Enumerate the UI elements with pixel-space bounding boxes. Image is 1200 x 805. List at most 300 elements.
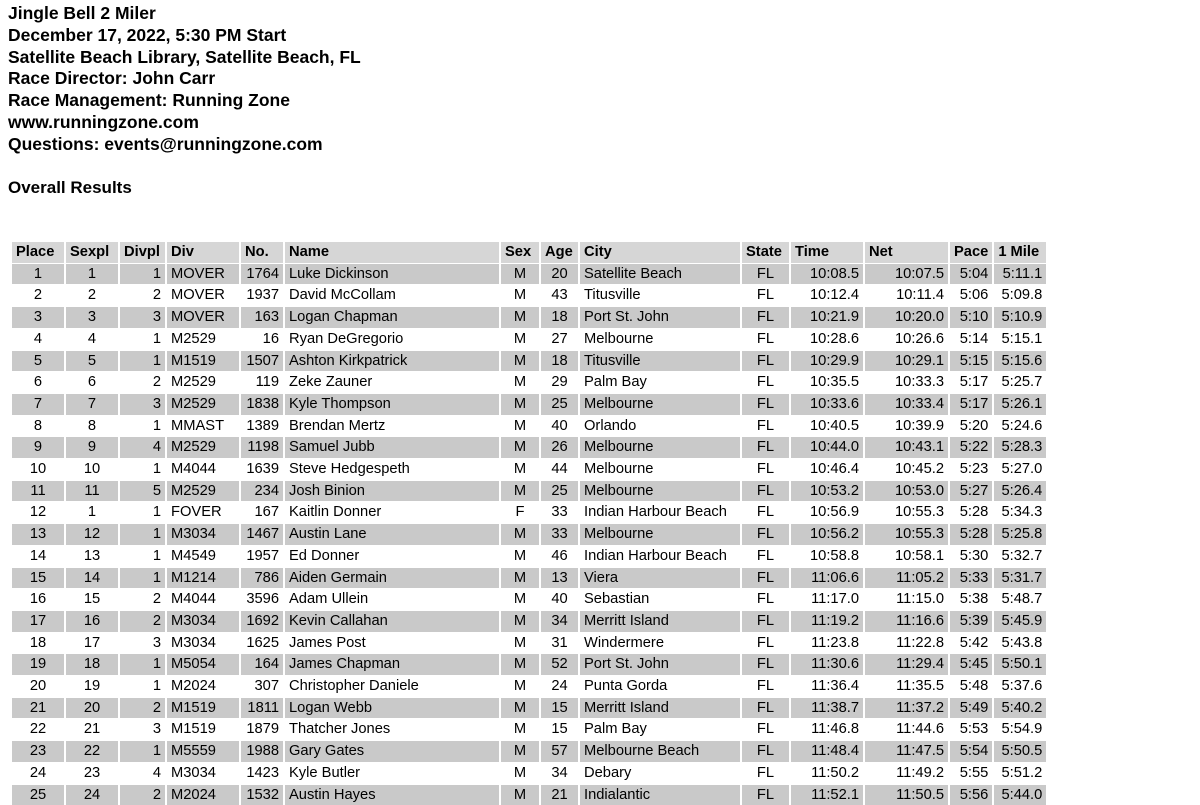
table-row [12,351,1046,372]
cell-place: 22 [12,719,64,740]
col-header-div: Div [167,242,239,263]
cell-time: 11:38.7 [791,698,863,719]
cell-place: 2 [12,285,64,306]
cell-time: 10:33.6 [791,394,863,415]
cell-age: 34 [541,763,578,784]
cell-div: M3034 [167,633,239,654]
cell-time: 10:29.9 [791,351,863,372]
cell-number: 164 [241,654,283,675]
cell-age: 33 [541,502,578,523]
cell-place: 15 [12,568,64,589]
cell-divpl: 5 [120,481,165,502]
cell-city: Merritt Island [580,611,740,632]
table-row [12,633,1046,654]
cell-sex: M [501,481,539,502]
cell-city: Orlando [580,416,740,437]
cell-divpl: 3 [120,719,165,740]
col-header-sexpl: Sexpl [66,242,118,263]
cell-div: M3034 [167,524,239,545]
cell-pace: 5:28 [950,524,992,545]
cell-state: FL [742,785,789,805]
cell-div: M3034 [167,763,239,784]
cell-1-mile: 5:31.7 [994,568,1046,589]
cell-div: M2024 [167,785,239,805]
cell-place: 3 [12,307,64,328]
cell-div: FOVER [167,502,239,523]
cell-net: 10:07.5 [865,264,948,285]
cell-pace: 5:54 [950,741,992,762]
cell-time: 10:58.8 [791,546,863,567]
race-title: Jingle Bell 2 Miler [8,3,156,23]
cell-pace: 5:23 [950,459,992,480]
cell-divpl: 1 [120,459,165,480]
cell-age: 26 [541,437,578,458]
cell-time: 10:21.9 [791,307,863,328]
table-row [12,394,1046,415]
cell-age: 29 [541,372,578,393]
cell-divpl: 3 [120,307,165,328]
cell-number: 1389 [241,416,283,437]
cell-age: 46 [541,546,578,567]
col-header-city: City [580,242,740,263]
cell-sex: M [501,264,539,285]
cell-name: James Post [285,633,499,654]
cell-net: 10:20.0 [865,307,948,328]
col-header-sex: Sex [501,242,539,263]
cell-divpl: 1 [120,264,165,285]
cell-div: M2024 [167,676,239,697]
cell-divpl: 2 [120,785,165,805]
cell-sex: M [501,568,539,589]
cell-city: Indian Harbour Beach [580,546,740,567]
cell-1-mile: 5:44.0 [994,785,1046,805]
cell-div: M3034 [167,611,239,632]
cell-1-mile: 5:28.3 [994,437,1046,458]
cell-age: 25 [541,394,578,415]
cell-city: Indian Harbour Beach [580,502,740,523]
cell-city: Melbourne [580,459,740,480]
cell-number: 1532 [241,785,283,805]
cell-name: Christopher Daniele [285,676,499,697]
cell-pace: 5:17 [950,394,992,415]
cell-city: Port St. John [580,654,740,675]
cell-state: FL [742,719,789,740]
cell-sexpl: 6 [66,372,118,393]
cell-time: 11:46.8 [791,719,863,740]
cell-div: M1519 [167,351,239,372]
cell-state: FL [742,546,789,567]
cell-time: 10:35.5 [791,372,863,393]
cell-div: M2529 [167,437,239,458]
cell-sexpl: 7 [66,394,118,415]
cell-pace: 5:27 [950,481,992,502]
col-header-net: Net [865,242,948,263]
cell-pace: 5:45 [950,654,992,675]
cell-divpl: 1 [120,568,165,589]
cell-sex: M [501,633,539,654]
cell-state: FL [742,437,789,458]
cell-div: MOVER [167,264,239,285]
cell-number: 786 [241,568,283,589]
cell-age: 27 [541,329,578,350]
cell-sex: M [501,741,539,762]
cell-place: 19 [12,654,64,675]
cell-sexpl: 23 [66,763,118,784]
cell-name: Steve Hedgespeth [285,459,499,480]
cell-div: M2529 [167,394,239,415]
table-row [12,589,1046,610]
table-row [12,264,1046,285]
cell-sex: M [501,416,539,437]
cell-divpl: 2 [120,285,165,306]
cell-net: 10:55.3 [865,502,948,523]
cell-sexpl: 2 [66,285,118,306]
cell-net: 10:26.6 [865,329,948,350]
cell-1-mile: 5:26.4 [994,481,1046,502]
cell-name: Ashton Kirkpatrick [285,351,499,372]
cell-state: FL [742,676,789,697]
cell-state: FL [742,654,789,675]
cell-time: 10:56.2 [791,524,863,545]
cell-city: Satellite Beach [580,264,740,285]
cell-city: Punta Gorda [580,676,740,697]
table-header-row [12,242,1046,263]
col-header-place: Place [12,242,64,263]
cell-sex: M [501,546,539,567]
cell-net: 11:29.4 [865,654,948,675]
cell-sexpl: 19 [66,676,118,697]
cell-place: 14 [12,546,64,567]
cell-sex: M [501,285,539,306]
cell-place: 8 [12,416,64,437]
cell-place: 16 [12,589,64,610]
cell-city: Palm Bay [580,372,740,393]
cell-sex: M [501,394,539,415]
cell-state: FL [742,481,789,502]
cell-number: 1811 [241,698,283,719]
cell-name: Adam Ullein [285,589,499,610]
cell-divpl: 2 [120,698,165,719]
cell-city: Melbourne [580,329,740,350]
cell-time: 10:56.9 [791,502,863,523]
cell-1-mile: 5:26.1 [994,394,1046,415]
cell-state: FL [742,611,789,632]
cell-1-mile: 5:25.7 [994,372,1046,393]
cell-number: 1764 [241,264,283,285]
cell-time: 10:12.4 [791,285,863,306]
cell-sex: M [501,307,539,328]
cell-name: Josh Binion [285,481,499,502]
table-row [12,785,1046,805]
cell-1-mile: 5:45.9 [994,611,1046,632]
cell-place: 7 [12,394,64,415]
cell-number: 16 [241,329,283,350]
cell-number: 234 [241,481,283,502]
cell-pace: 5:15 [950,351,992,372]
race-date: December 17, 2022, 5:30 PM Start [8,24,287,45]
cell-pace: 5:49 [950,698,992,719]
cell-pace: 5:10 [950,307,992,328]
cell-div: MMAST [167,416,239,437]
race-management: Race Management: Running Zone [8,90,290,111]
cell-time: 10:53.2 [791,481,863,502]
cell-number: 1879 [241,719,283,740]
table-row [12,763,1046,784]
cell-pace: 5:42 [950,633,992,654]
cell-state: FL [742,351,789,372]
cell-state: FL [742,372,789,393]
cell-sex: M [501,611,539,632]
cell-net: 10:45.2 [865,459,948,480]
cell-time: 11:50.2 [791,763,863,784]
cell-name: Austin Lane [285,524,499,545]
cell-city: Melbourne Beach [580,741,740,762]
cell-place: 9 [12,437,64,458]
cell-age: 21 [541,785,578,805]
cell-sexpl: 13 [66,546,118,567]
cell-state: FL [742,285,789,306]
cell-number: 163 [241,307,283,328]
cell-divpl: 1 [120,676,165,697]
table-row [12,285,1046,306]
cell-age: 34 [541,611,578,632]
cell-div: M5054 [167,654,239,675]
cell-1-mile: 5:15.6 [994,351,1046,372]
cell-pace: 5:17 [950,372,992,393]
cell-sexpl: 9 [66,437,118,458]
cell-1-mile: 5:50.5 [994,741,1046,762]
cell-divpl: 2 [120,589,165,610]
cell-sexpl: 1 [66,264,118,285]
cell-div: MOVER [167,285,239,306]
cell-divpl: 1 [120,416,165,437]
cell-divpl: 3 [120,394,165,415]
cell-city: Titusville [580,351,740,372]
cell-pace: 5:30 [950,546,992,567]
cell-net: 11:22.8 [865,633,948,654]
cell-time: 11:19.2 [791,611,863,632]
cell-number: 1639 [241,459,283,480]
cell-age: 15 [541,719,578,740]
cell-div: M2529 [167,329,239,350]
cell-place: 5 [12,351,64,372]
cell-city: Indialantic [580,785,740,805]
cell-net: 11:44.6 [865,719,948,740]
cell-age: 24 [541,676,578,697]
cell-state: FL [742,763,789,784]
cell-state: FL [742,633,789,654]
cell-number: 1467 [241,524,283,545]
cell-sex: M [501,329,539,350]
cell-time: 10:08.5 [791,264,863,285]
cell-sex: F [501,502,539,523]
cell-number: 1937 [241,285,283,306]
cell-sex: M [501,372,539,393]
cell-city: Melbourne [580,481,740,502]
cell-net: 11:15.0 [865,589,948,610]
cell-state: FL [742,394,789,415]
cell-div: M2529 [167,481,239,502]
cell-state: FL [742,264,789,285]
cell-state: FL [742,502,789,523]
cell-div: M1519 [167,698,239,719]
cell-pace: 5:53 [950,719,992,740]
cell-number: 1423 [241,763,283,784]
cell-sex: M [501,763,539,784]
cell-net: 11:49.2 [865,763,948,784]
cell-state: FL [742,307,789,328]
cell-1-mile: 5:54.9 [994,719,1046,740]
cell-net: 11:05.2 [865,568,948,589]
cell-name: Kyle Butler [285,763,499,784]
cell-state: FL [742,698,789,719]
cell-sexpl: 15 [66,589,118,610]
cell-1-mile: 5:25.8 [994,524,1046,545]
race-director: Race Director: John Carr [8,68,216,89]
cell-name: Aiden Germain [285,568,499,589]
col-header-age: Age [541,242,578,263]
cell-name: Brendan Mertz [285,416,499,437]
cell-divpl: 1 [120,741,165,762]
cell-name: Ed Donner [285,546,499,567]
cell-sexpl: 1 [66,502,118,523]
cell-divpl: 2 [120,372,165,393]
cell-1-mile: 5:34.3 [994,502,1046,523]
cell-name: Ryan DeGregorio [285,329,499,350]
cell-age: 15 [541,698,578,719]
cell-name: Logan Webb [285,698,499,719]
cell-place: 6 [12,372,64,393]
cell-time: 11:30.6 [791,654,863,675]
cell-pace: 5:04 [950,264,992,285]
cell-1-mile: 5:27.0 [994,459,1046,480]
cell-sexpl: 10 [66,459,118,480]
cell-number: 1988 [241,741,283,762]
cell-age: 33 [541,524,578,545]
cell-age: 40 [541,589,578,610]
table-row [12,307,1046,328]
section-title: Overall Results [8,178,132,197]
cell-sex: M [501,437,539,458]
cell-age: 25 [541,481,578,502]
cell-net: 10:39.9 [865,416,948,437]
cell-place: 12 [12,502,64,523]
race-website: www.runningzone.com [8,111,199,132]
cell-net: 11:37.2 [865,698,948,719]
cell-time: 11:06.6 [791,568,863,589]
cell-sex: M [501,719,539,740]
cell-net: 11:47.5 [865,741,948,762]
cell-age: 18 [541,351,578,372]
cell-place: 23 [12,741,64,762]
cell-time: 10:28.6 [791,329,863,350]
table-row [12,546,1046,567]
cell-net: 11:16.6 [865,611,948,632]
cell-sexpl: 17 [66,633,118,654]
cell-time: 11:52.1 [791,785,863,805]
cell-number: 307 [241,676,283,697]
cell-state: FL [742,589,789,610]
cell-city: Melbourne [580,437,740,458]
cell-place: 4 [12,329,64,350]
cell-pace: 5:28 [950,502,992,523]
cell-sexpl: 14 [66,568,118,589]
cell-div: M2529 [167,372,239,393]
cell-name: David McCollam [285,285,499,306]
cell-pace: 5:20 [950,416,992,437]
cell-sexpl: 20 [66,698,118,719]
cell-sexpl: 16 [66,611,118,632]
cell-1-mile: 5:48.7 [994,589,1046,610]
cell-sexpl: 4 [66,329,118,350]
cell-pace: 5:55 [950,763,992,784]
table-row [12,416,1046,437]
cell-net: 10:33.4 [865,394,948,415]
cell-age: 18 [541,307,578,328]
table-row [12,654,1046,675]
cell-number: 1198 [241,437,283,458]
cell-city: Sebastian [580,589,740,610]
col-header-1-mile: 1 Mile [994,242,1046,263]
cell-sexpl: 12 [66,524,118,545]
cell-net: 11:35.5 [865,676,948,697]
cell-place: 1 [12,264,64,285]
cell-1-mile: 5:40.2 [994,698,1046,719]
table-row [12,741,1046,762]
cell-name: Austin Hayes [285,785,499,805]
cell-1-mile: 5:24.6 [994,416,1046,437]
cell-state: FL [742,568,789,589]
cell-sexpl: 3 [66,307,118,328]
cell-1-mile: 5:43.8 [994,633,1046,654]
cell-time: 11:36.4 [791,676,863,697]
cell-number: 1957 [241,546,283,567]
cell-state: FL [742,459,789,480]
cell-pace: 5:48 [950,676,992,697]
cell-city: Merritt Island [580,698,740,719]
cell-net: 10:29.1 [865,351,948,372]
cell-sex: M [501,785,539,805]
cell-time: 10:46.4 [791,459,863,480]
cell-1-mile: 5:09.8 [994,285,1046,306]
col-header-time: Time [791,242,863,263]
cell-divpl: 4 [120,437,165,458]
cell-net: 10:58.1 [865,546,948,567]
cell-name: Thatcher Jones [285,719,499,740]
cell-pace: 5:06 [950,285,992,306]
cell-age: 44 [541,459,578,480]
cell-state: FL [742,741,789,762]
cell-time: 11:48.4 [791,741,863,762]
cell-place: 20 [12,676,64,697]
table-row [12,524,1046,545]
cell-divpl: 1 [120,654,165,675]
cell-city: Melbourne [580,524,740,545]
cell-sex: M [501,351,539,372]
cell-number: 1625 [241,633,283,654]
cell-place: 25 [12,785,64,805]
table-row [12,676,1046,697]
table-row [12,568,1046,589]
cell-time: 10:44.0 [791,437,863,458]
cell-divpl: 1 [120,502,165,523]
cell-pace: 5:22 [950,437,992,458]
cell-sexpl: 22 [66,741,118,762]
results-table [10,241,1048,805]
col-header-divpl: Divpl [120,242,165,263]
col-header-pace: Pace [950,242,992,263]
cell-time: 11:23.8 [791,633,863,654]
